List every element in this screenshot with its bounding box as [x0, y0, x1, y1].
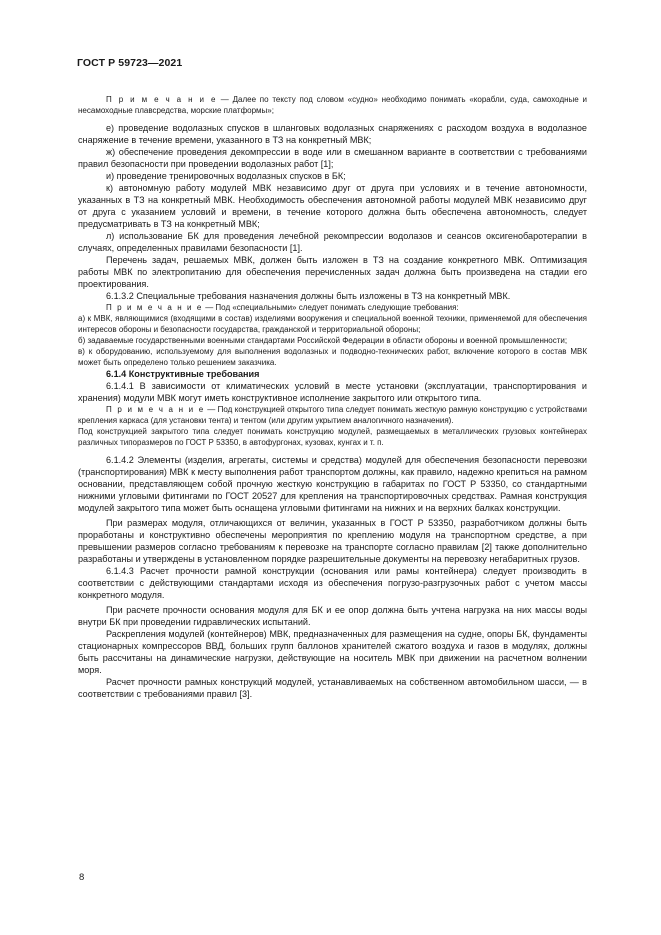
paragraph-6-1-4-2: 6.1.4.2 Элементы (изделия, агрегаты, системы и средства) модулей для обеспечения безопасности перевозки (транспортирования) МВК к месту выполнения работ транспортом должны, как правило, надежно крепиться на рамном основании, представляющем собой прочную жесткую конструкцию в габаритах по ГОСТ Р 53350, со стандартными нижними угловыми фитингами по ГОСТ 20527 для крепления на транспортировочных средствах. Рамная конструкция модулей закрытого типа может быть оснащена угловыми фитингами на нижних и на верхних балках конструкции.	[78, 455, 587, 513]
paragraph-task-list: Перечень задач, решаемых МВК, должен быть изложен в ТЗ на создание конкретного МВК. Оптимизация работы МВК по электропитанию для обеспечения перечисленных задач должна быть произведена на стадии его проектирования.	[78, 255, 587, 289]
note-label: П р и м е ч а н и е	[106, 405, 205, 414]
paragraph-module-sizes: При размерах модуля, отличающихся от величин, указанных в ГОСТ Р 53350, разработчиком должны быть проработаны и конструктивно обеспечены мероприятия по креплению модуля на транспортном средстве, а при превышении размеров согласно требованиям к перевозке на транспорте согласно правилам [2] также дополнительно разработаны и утверждены в установленном порядке разрешительные документы на перевозку негабаритных грузов.	[78, 518, 587, 564]
page-number: 8	[79, 872, 85, 883]
paragraph-6-1-4-3: 6.1.4.3 Расчет прочности рамной конструкции (основания или рамы контейнера) следует производить в соответствии с действующими стандартами исходя из обеспечения погрузо-разгрузочных работ с учетом массы конкретного модуля.	[78, 566, 587, 600]
note-item-a: а) к МВК, являющимися (входящими в состав) изделиями вооружения и специальной военной техники, применяемой для обеспечения интересов обороны и безопасности государства, гражданской и территориальной обороны;	[78, 314, 587, 334]
note-continuation: Под конструкцией закрытого типа следует понимать конструкцию модулей, размещаемых в металлических грузовых контейнерах различных типоразмеров по ГОСТ Р 53350, в автофургонах, кузовах, кунгах и т. п.	[78, 427, 587, 447]
paragraph-bk-strength: При расчете прочности основания модуля для БК и ее опор должна быть учтена нагрузка на них массы воды внутри БК при проведении гидравлических испытаний.	[78, 605, 587, 627]
note-item-v: в) к оборудованию, используемому для выполнения водолазных и подводно-технических работ, включение которого в состав МВК может быть определено только решением заказчика.	[78, 347, 587, 367]
paragraph-chassis: Расчет прочности рамных конструкций модулей, устанавливаемых на собственном автомобильном шасси, — в соответствии с требованиями правил [3].	[78, 677, 587, 699]
list-item-i: и) проведение тренировочных водолазных спусков в БК;	[106, 171, 346, 181]
paragraph-6-1-4-1: 6.1.4.1 В зависимости от климатических условий в месте установки (эксплуатации, транспортирования и хранения) модули МВК могут иметь конструктивное исполнение закрытого или открытого типа.	[78, 381, 587, 403]
note-paragraph	[78, 94, 587, 116]
list-item-l: л) использование БК для проведения лечебной рекомпрессии водолазов и сеансов оксигенобаротерапии в случаях, определенных правилами безопасности [1].	[78, 231, 587, 253]
section-heading-6-1-4: 6.1.4 Конструктивные требования	[106, 369, 260, 379]
note-label: П р и м е ч а н и е	[106, 303, 203, 312]
list-item-zh: ж) обеспечение проведения декомпрессии в воде или в смешанном варианте в соответствии с требованиями правил безопасности при проведении водолазных работ [1];	[78, 147, 587, 169]
page-body	[78, 94, 587, 700]
note-paragraph	[78, 404, 587, 426]
note-text: — Под «специальными» следует понимать следующие требования:	[202, 303, 459, 312]
note-item-b: б) задаваемые государственными военными стандартами Российской Федерации в области обороны и военной промышленности;	[78, 336, 568, 345]
list-item-e: е) проведение водолазных спусков в шланговых водолазных снаряжениях с расходом воздуха в водолазное снаряжение в течение времени, указанного в ТЗ на конкретный МВК;	[78, 123, 587, 145]
note-text: — Далее по тексту под словом «судно» необходимо понимать «корабли, суда, самоходные и несамоходные плавсредства, морские платформы»;	[78, 95, 587, 115]
paragraph-6-1-3-2: 6.1.3.2 Специальные требования назначения должны быть изложены в ТЗ на конкретный МВК.	[106, 291, 511, 301]
note-label: П р и м е ч а н и е	[106, 95, 218, 104]
document-header: ГОСТ Р 59723—2021	[77, 57, 183, 69]
paragraph-module-mounting: Раскрепления модулей (контейнеров) МВК, предназначенных для размещения на судне, опоры БК, фундаменты стационарных компрессоров ВВД, больших групп баллонов хранителей сжатого воздуха и газов в модулях, должны быть рассчитаны на динамические нагрузки, действующие на носитель МВК при движении на расчетном волнении моря.	[78, 629, 587, 675]
note-text: — Под конструкцией открытого типа следует понимать жесткую рамную конструкцию с устройствами крепления каркаса (для установки тента) и тентом (или другим укрытием аналогичного назначения).	[78, 405, 587, 425]
note-paragraph	[78, 302, 587, 313]
list-item-k: к) автономную работу модулей МВК независимо друг от друга при условиях и в течение автономности, указанных в ТЗ на конкретный МВК. Необходимость обеспечения автономной работы модулей МВК независимо друг от друга с указанием условий и времени, в течение которого должна быть обеспечена автономность, следует предусматривать в ТЗ на конкретный МВК;	[78, 183, 587, 229]
